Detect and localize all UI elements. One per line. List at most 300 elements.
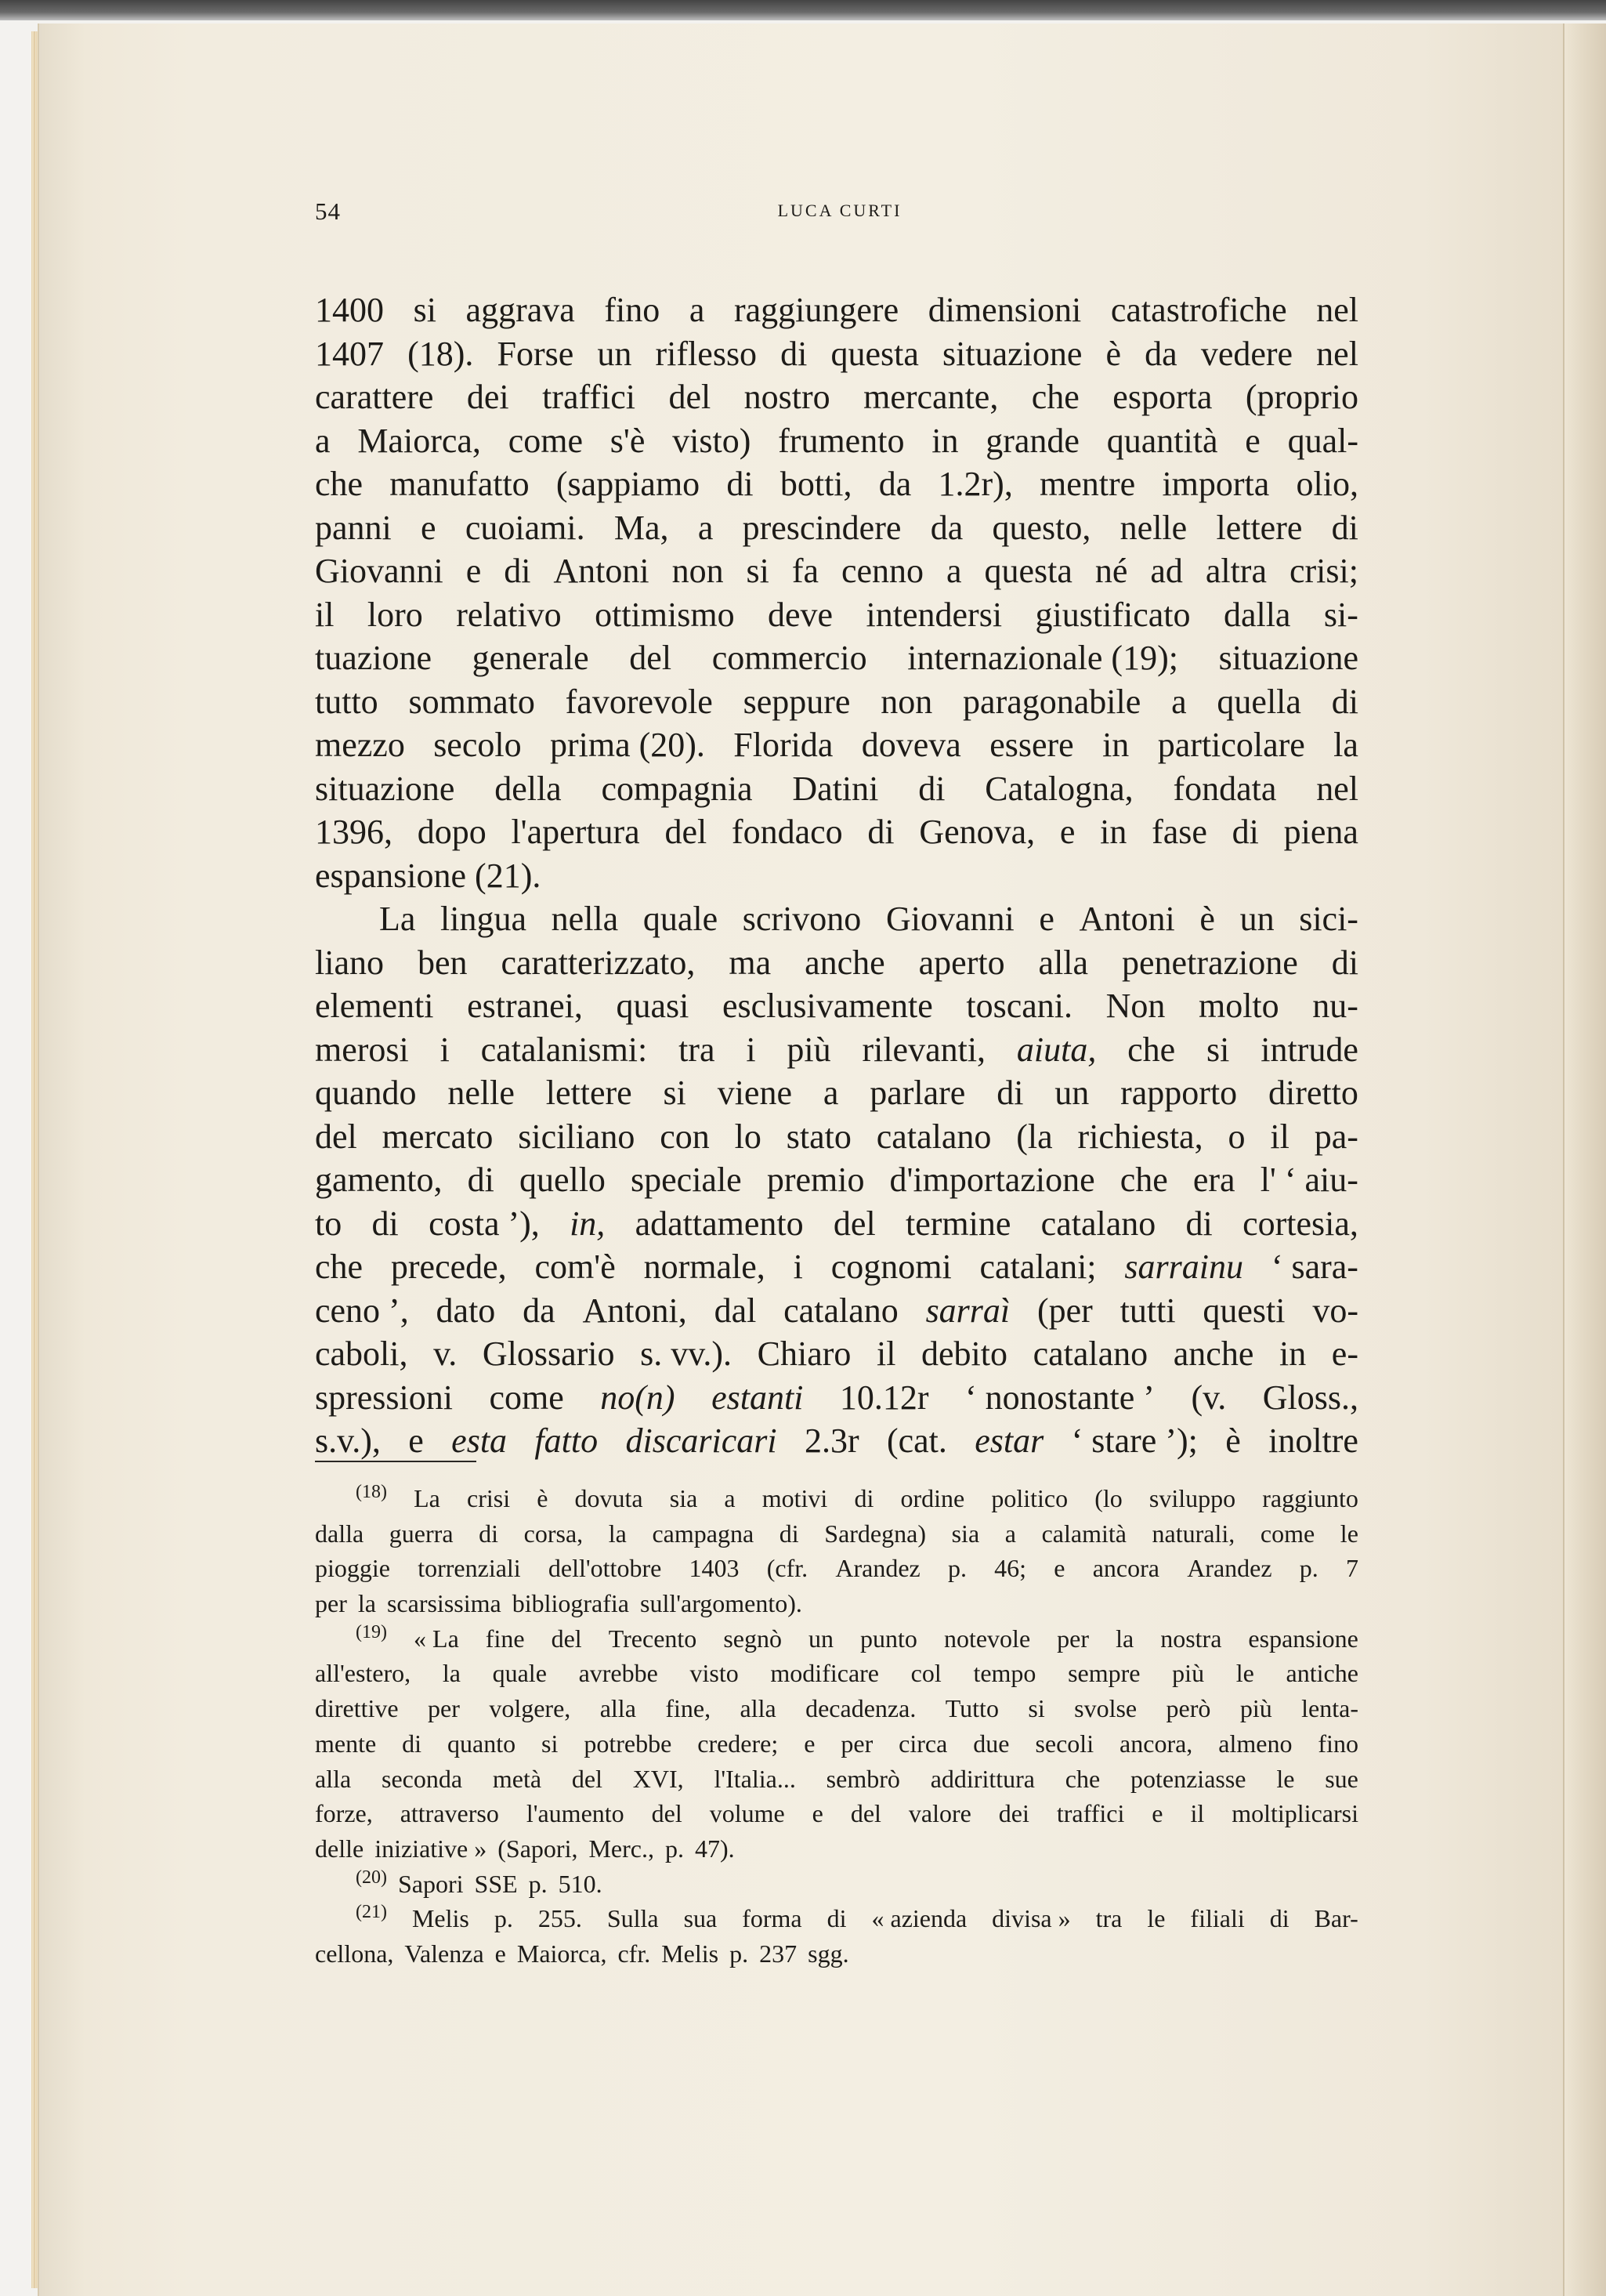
word: quello	[519, 1161, 606, 1199]
word: di	[726, 465, 754, 503]
word: seconda	[382, 1764, 463, 1793]
word: tutti	[1119, 1291, 1176, 1330]
word: politico	[991, 1484, 1069, 1512]
word: intendersi	[866, 595, 1003, 634]
word: e	[804, 1729, 816, 1758]
word: toscani.	[966, 987, 1073, 1025]
word: di	[479, 1519, 499, 1548]
word: vo-	[1312, 1291, 1358, 1330]
word: manufatto	[389, 465, 530, 503]
word: il	[1190, 1799, 1205, 1828]
word: Sardegna)	[824, 1519, 926, 1548]
book-spine-edge	[1563, 24, 1606, 2296]
word: spressioni	[315, 1378, 453, 1417]
body-line	[315, 1245, 1358, 1289]
word: segnò	[723, 1624, 782, 1653]
word: ad	[1150, 552, 1183, 590]
word: le	[1235, 1659, 1254, 1688]
word: da	[523, 1291, 555, 1330]
word: in	[1279, 1335, 1307, 1373]
body-line	[315, 810, 1358, 854]
word: intrude	[1261, 1030, 1358, 1069]
word: riflesso	[655, 334, 758, 373]
word: liano	[315, 943, 384, 982]
word: nelle	[1119, 508, 1188, 547]
word: lo	[734, 1117, 761, 1156]
word: circa	[899, 1729, 948, 1758]
word: di	[827, 1904, 847, 1933]
word: cenno	[841, 552, 924, 590]
body-line	[315, 941, 1358, 985]
word: per	[1057, 1624, 1090, 1653]
word: forma	[742, 1904, 802, 1933]
word: di	[918, 769, 946, 808]
word: ottimismo	[595, 595, 735, 634]
word: campagna	[652, 1519, 754, 1548]
word: volume	[709, 1799, 785, 1828]
word: i	[746, 1030, 756, 1069]
word: fino	[604, 291, 660, 329]
word: l' ‘ aiu-	[1260, 1161, 1358, 1199]
word: p.	[528, 1869, 548, 1898]
word: 7	[1346, 1554, 1358, 1583]
body-line	[315, 984, 1358, 1028]
word: 1.2r),	[938, 465, 1013, 503]
word: attraverso	[400, 1799, 499, 1828]
word: da	[1145, 334, 1177, 373]
word: lingua	[440, 900, 527, 938]
word: viene	[717, 1074, 792, 1112]
word: non	[671, 552, 724, 590]
word: situazione	[1218, 639, 1358, 677]
word: botti,	[779, 465, 852, 503]
word: Sulla	[606, 1904, 659, 1933]
footnote-line	[315, 1762, 1358, 1797]
footnote-line	[315, 1621, 1358, 1657]
body-line	[315, 1028, 1358, 1072]
word: commercio	[711, 639, 867, 677]
word: cfr.	[617, 1939, 651, 1968]
word: le	[1147, 1904, 1166, 1933]
word: divisa »	[992, 1904, 1071, 1933]
word: fase	[1152, 813, 1207, 851]
word: quantità	[1106, 421, 1218, 460]
word: e-	[1331, 1335, 1358, 1373]
word: torrenziali	[418, 1554, 521, 1583]
word: molto	[1198, 987, 1279, 1025]
word: traffici	[1056, 1799, 1125, 1828]
page-header	[315, 197, 1365, 229]
word: che	[1127, 1030, 1176, 1069]
word: è	[1199, 900, 1215, 938]
word: scarsissima	[386, 1589, 501, 1618]
word: vedere	[1200, 334, 1293, 373]
word: Giovanni	[885, 900, 1015, 938]
footnote-line	[315, 1551, 1358, 1586]
word: tra	[1095, 1904, 1123, 1933]
word: potrebbe	[584, 1729, 672, 1758]
word: del	[668, 378, 711, 416]
word: catalano	[1033, 1335, 1148, 1373]
word: si	[746, 552, 769, 590]
word: parlare	[870, 1074, 966, 1112]
word: mezzo	[315, 726, 405, 764]
word: quale	[492, 1659, 547, 1688]
word: fondaco	[731, 813, 843, 851]
word: tra	[678, 1030, 715, 1069]
body-line	[315, 462, 1358, 506]
word: sembrò	[826, 1764, 900, 1793]
word: a	[946, 552, 962, 590]
word: sue	[1325, 1764, 1358, 1793]
word: le	[1276, 1764, 1295, 1793]
word: crisi;	[1289, 552, 1358, 590]
word: stato	[786, 1117, 852, 1156]
word: 510.	[558, 1869, 602, 1898]
word: modificare	[770, 1659, 879, 1688]
word: scrivono	[742, 900, 862, 938]
word: tutto	[315, 682, 378, 721]
word: Ma,	[613, 508, 669, 547]
body-line	[315, 506, 1358, 550]
word: deve	[768, 595, 834, 634]
word: La	[379, 900, 416, 938]
word: sia	[951, 1519, 980, 1548]
word: dell'ottobre	[548, 1554, 662, 1583]
word: è	[1225, 1421, 1241, 1460]
word: Tutto	[945, 1694, 999, 1723]
word: penetrazione	[1122, 943, 1298, 982]
body-line	[315, 375, 1358, 419]
word: Chiaro	[757, 1335, 852, 1373]
word: sici-	[1299, 900, 1358, 938]
word: in	[1102, 726, 1130, 764]
word: Antoni	[553, 552, 649, 590]
word: del	[551, 1624, 582, 1653]
word: ma	[729, 943, 772, 982]
word: (cat.	[886, 1421, 947, 1460]
word: come	[489, 1378, 564, 1417]
word: 1396,	[315, 813, 392, 851]
word: dei	[998, 1799, 1029, 1828]
word: sviluppo	[1148, 1484, 1236, 1512]
word: ‘ nonostante ’	[965, 1378, 1155, 1417]
word: di	[1269, 1904, 1290, 1933]
word: alla	[599, 1694, 636, 1723]
word: questa	[830, 334, 919, 373]
word: lenta-	[1301, 1694, 1358, 1723]
word: del	[664, 813, 707, 851]
word: Glossario	[482, 1335, 615, 1373]
word: dei	[466, 378, 509, 416]
word: della	[494, 769, 562, 808]
word: compagnia	[601, 769, 753, 808]
word: ceno ’,	[315, 1291, 409, 1330]
word: di	[1232, 813, 1259, 851]
word: alla	[1038, 943, 1089, 982]
scanner-shadow	[0, 0, 1606, 20]
word: sarraì	[925, 1291, 1011, 1330]
word: e	[421, 508, 436, 547]
word: Merc.,	[588, 1834, 654, 1863]
word: prescindere	[742, 508, 902, 547]
word: a	[315, 421, 331, 460]
word: di	[1331, 943, 1358, 982]
word: col	[910, 1659, 942, 1688]
word: dalla	[1223, 595, 1291, 634]
word: doveva	[861, 726, 961, 764]
word: raggiungere	[734, 291, 899, 329]
word: e	[1245, 421, 1261, 460]
word: che	[1119, 1161, 1168, 1199]
word: punto	[860, 1624, 917, 1653]
word: 255.	[537, 1904, 582, 1933]
word: situazione	[315, 769, 455, 808]
body-line	[315, 1158, 1358, 1202]
word: volgere,	[489, 1694, 571, 1723]
word: catalani;	[979, 1248, 1097, 1286]
word: secolo	[433, 726, 522, 764]
word: Florida	[733, 726, 834, 764]
word: la	[442, 1659, 461, 1688]
word: ‘ stare ’);	[1071, 1421, 1198, 1460]
word: Valenza	[404, 1939, 484, 1968]
word: delle	[315, 1834, 364, 1863]
word: sempre	[1068, 1659, 1141, 1688]
word: Maiorca,	[357, 421, 481, 460]
word: (cfr.	[766, 1554, 808, 1583]
word: che	[315, 1248, 364, 1286]
word: 1400	[315, 291, 384, 329]
word: direttive	[315, 1694, 399, 1723]
word: si	[1206, 1030, 1230, 1069]
word: s.v.),	[315, 1421, 381, 1460]
word: Catalogna,	[985, 769, 1134, 808]
word: moltiplicarsi	[1232, 1799, 1358, 1828]
word: almeno	[1218, 1729, 1293, 1758]
word: Trecento	[608, 1624, 697, 1653]
word: un	[1239, 900, 1275, 938]
word: e	[812, 1799, 823, 1828]
word: to	[315, 1204, 342, 1243]
word: Sapori	[397, 1869, 464, 1898]
word: Antoni,	[582, 1291, 687, 1330]
word: anche	[805, 943, 885, 982]
word: l'aumento	[526, 1799, 624, 1828]
word: l'Italia...	[714, 1764, 796, 1793]
word: dimensioni	[928, 291, 1082, 329]
word: del	[571, 1764, 602, 1793]
body-line	[315, 723, 1358, 767]
word: si	[541, 1729, 559, 1758]
word: valore	[908, 1799, 971, 1828]
word: un	[597, 334, 632, 373]
word: cognomi	[830, 1248, 952, 1286]
word: raggiunto	[1262, 1484, 1358, 1512]
word: fatto	[534, 1421, 599, 1460]
word: situazione	[942, 334, 1083, 373]
word: che	[1065, 1764, 1101, 1793]
word: Bar-	[1314, 1904, 1358, 1933]
word: i	[793, 1248, 803, 1286]
word: discaricari	[625, 1421, 777, 1460]
word: catalano	[783, 1291, 899, 1330]
word: XVI,	[632, 1764, 684, 1793]
word: seppure	[743, 682, 851, 721]
word: corsa,	[523, 1519, 584, 1548]
word: cellona,	[315, 1939, 394, 1968]
word: questa	[984, 552, 1072, 590]
word: quando	[315, 1074, 417, 1112]
word: favorevole	[565, 682, 713, 721]
word: più	[787, 1030, 831, 1069]
word: del	[833, 1204, 876, 1243]
word: diretto	[1268, 1074, 1358, 1112]
word: quasi	[616, 987, 689, 1025]
word: catastrofiche	[1110, 291, 1287, 329]
body-line	[315, 288, 1358, 332]
word: del	[315, 1117, 357, 1156]
footnote-line	[315, 1481, 1358, 1516]
word: più	[1172, 1659, 1205, 1688]
body-line	[315, 1115, 1358, 1159]
word: visto)	[672, 421, 751, 460]
word: aperto	[918, 943, 1005, 982]
word: termine	[905, 1204, 1011, 1243]
word: d'importazione	[889, 1161, 1095, 1199]
body-line	[315, 767, 1358, 811]
word: (la	[1016, 1117, 1053, 1156]
footnote-line	[315, 1726, 1358, 1762]
word: 2.3r	[804, 1421, 859, 1460]
word: visto	[689, 1659, 739, 1688]
word: importa	[1162, 465, 1270, 503]
word: dopo	[417, 813, 487, 851]
word: è	[1105, 334, 1122, 373]
word: p.	[947, 1554, 967, 1583]
word: che	[315, 465, 364, 503]
word: precede,	[390, 1248, 507, 1286]
word: dato	[436, 1291, 496, 1330]
footnote-line	[315, 1691, 1358, 1726]
word: il	[876, 1335, 896, 1373]
word: l'apertura	[511, 813, 640, 851]
word: però	[1166, 1694, 1211, 1723]
word: Arandez	[835, 1554, 921, 1583]
word: carattere	[315, 378, 434, 416]
word: nostro	[743, 378, 830, 416]
word: si	[413, 291, 436, 329]
word: esporta	[1112, 378, 1213, 416]
body-line	[315, 1071, 1358, 1115]
body-line	[315, 1289, 1358, 1333]
word: internazionale (19);	[907, 639, 1178, 677]
word: di	[867, 813, 895, 851]
word: pa-	[1314, 1117, 1358, 1156]
word: 10.12r	[839, 1378, 929, 1417]
word: debito	[921, 1335, 1008, 1373]
word: fino	[1318, 1729, 1358, 1758]
word: secoli	[1035, 1729, 1094, 1758]
word: rilevanti,	[862, 1030, 986, 1069]
word: 47).	[694, 1834, 735, 1863]
word: speciale	[631, 1161, 742, 1199]
word: « La	[414, 1624, 459, 1653]
word: mentre	[1040, 465, 1136, 503]
word: notevole	[943, 1624, 1031, 1653]
footnote-line	[315, 1901, 1358, 1936]
word: dal	[714, 1291, 757, 1330]
footnote-line	[315, 1867, 1358, 1902]
word: non	[881, 682, 933, 721]
word: con	[660, 1117, 710, 1156]
body-line	[315, 549, 1358, 593]
word: la	[1333, 726, 1358, 764]
word: SSE	[474, 1869, 518, 1898]
word: grande	[986, 421, 1080, 460]
word: per	[315, 1589, 347, 1618]
word: ancora	[1092, 1554, 1159, 1583]
word: piena	[1283, 813, 1358, 851]
body-line	[315, 593, 1358, 637]
word: quale	[642, 900, 718, 938]
word: né	[1094, 552, 1128, 590]
word: aggrava	[465, 291, 575, 329]
word: di	[1185, 1204, 1213, 1243]
word: 1407	[315, 334, 384, 373]
word: calamità	[1041, 1519, 1127, 1548]
word: espansione (21).	[315, 856, 541, 895]
body-line	[315, 1202, 1358, 1246]
word: di	[467, 1161, 494, 1199]
word: crisi	[466, 1484, 511, 1512]
word: nu-	[1312, 987, 1358, 1025]
word: « azienda	[871, 1904, 968, 1933]
word: quella	[1217, 682, 1301, 721]
word: esclusivamente	[722, 987, 933, 1025]
word: a	[724, 1484, 736, 1512]
word: si	[663, 1074, 686, 1112]
word: pioggie	[315, 1554, 390, 1583]
word: premio	[766, 1161, 865, 1199]
word: fondata	[1173, 769, 1277, 808]
word: caboli,	[315, 1335, 408, 1373]
word: come	[508, 421, 583, 460]
word: si	[1028, 1694, 1045, 1723]
word: nel	[1316, 769, 1358, 808]
word: nelle	[447, 1074, 515, 1112]
word: addirittura	[930, 1764, 1035, 1793]
footnotes	[315, 1481, 1358, 1972]
word: com'è	[534, 1248, 616, 1286]
word: sua	[683, 1904, 718, 1933]
word: particolare	[1157, 726, 1305, 764]
word: cuoiami.	[465, 508, 585, 547]
word: avrebbe	[578, 1659, 658, 1688]
word: frumento	[778, 421, 905, 460]
word: potenziasse	[1130, 1764, 1246, 1793]
body-text	[315, 288, 1358, 1463]
word: ordine	[900, 1484, 965, 1512]
word: di	[504, 552, 531, 590]
word: 1403	[689, 1554, 740, 1583]
word: da	[878, 465, 912, 503]
word: in	[931, 421, 959, 460]
word: (21)	[356, 1902, 387, 1923]
word: relativo	[456, 595, 562, 634]
word: sarrainu	[1124, 1248, 1243, 1286]
word: nostra	[1160, 1624, 1222, 1653]
